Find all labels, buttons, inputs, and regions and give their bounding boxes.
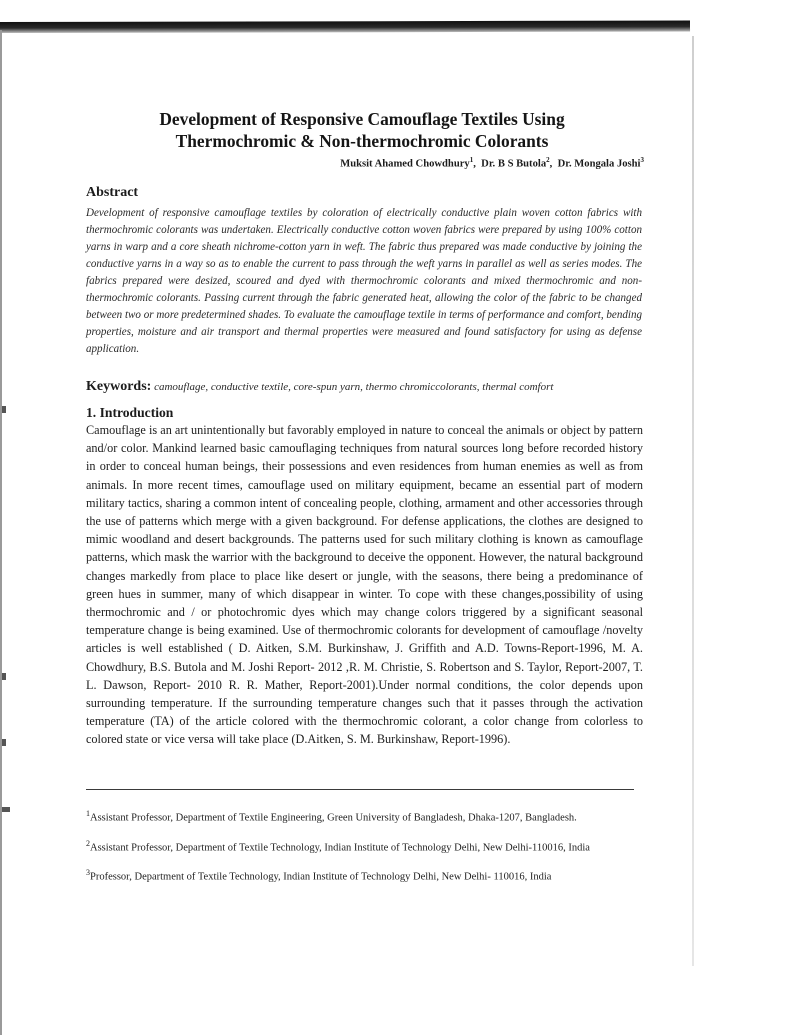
footnote-text: Professor, Department of Textile Technology, Indian Institute of Technology Delhi, New Delhi- 110016, India bbox=[90, 871, 552, 883]
footnote-mark: 2 bbox=[86, 838, 90, 848]
author-list: Muksit Ahamed Chowdhury$^1$, Dr. B S Butola$^2$, Dr. Mongala Joshi$^3$ bbox=[340, 156, 644, 170]
paper-title bbox=[88, 108, 636, 152]
keywords-label: Keywords: bbox=[86, 379, 152, 394]
author-affiliation-mark: 1 bbox=[469, 156, 474, 164]
keywords-line bbox=[86, 379, 646, 395]
footnote bbox=[86, 865, 646, 886]
author-name: Dr. B S Butola bbox=[481, 158, 547, 170]
footnote-mark: 1 bbox=[86, 809, 90, 818]
introduction-text: Camouflage is an art unintentionally but favorably employed in nature to conceal the animals or object by pattern and/or color. Mankind learned basic camouflaging techniques from natural sources long before recorded history in order to conceal human beings, their possessions and even residences from human enemies as well as from animals. In more recent times, camouflage used on military equipment, became an essential part of modern military tactics, sharing a common intent of concealing people, clothing, armament and other accessories through the use of patterns which merge with a given background. For defense applications, the clothes are designed to mimic woodland and desert backgrounds. The patterns used for such military clothing is known as camouflage patterns, which mask the warrior with the background to deceive the opponent. However, the natural background changes markedly from place to place like desert or jungle, with the seasons, there being a predominance of green hues in summer, many of which disappear in winter. To cope with these changes,possibility of using thermochromic and / or photochromic dyes which may change colors triggered by a significant seasonal temperature change is being examined. Use of thermochromic colorants for development of camouflage /novelty articles is well established ( D. Aitken, S.M. Burkinshaw, J. Griffith and A.D. Towns-Report-1996, M. A. Chowdhury, B.S. Butola and M. Joshi Report- 2012 ,R. M. Christie, S. Robertson and S. Taylor, Report-2007, T. L. Dawson, Report- 2010 R. R. Mather, Report-2001).Under normal conditions, the color depends upon surrounding temperature. If the surrounding temperature changes such that it passes through the activation temperature (TA) of the article colored with the thermochromic colorant, a color change from colorless to colored state or vice versa will take place (D.Aitken, S. M. Burkinshaw, Report-1996). bbox=[86, 423, 643, 747]
keywords-text: camouflage, conductive textile, core-spun yarn, thermo chromiccolorants, thermal comfort bbox=[154, 381, 554, 393]
footnote-text: Assistant Professor, Department of Textile Technology, Indian Institute of Technology Delhi, New Delhi-110016, India bbox=[90, 842, 590, 853]
abstract-heading: Abstract bbox=[86, 185, 139, 200]
footnotes bbox=[86, 806, 646, 895]
title-line-1: Development of Responsive Camouflage Textiles Using bbox=[159, 109, 565, 129]
footnote-divider bbox=[86, 789, 634, 790]
footnote bbox=[86, 836, 646, 857]
author-affiliation-mark: 3 bbox=[640, 156, 644, 164]
title-line-2: Thermochromic & Non-thermochromic Colorants bbox=[175, 131, 549, 151]
author-name: Muksit Ahamed Chowdhury bbox=[340, 158, 470, 170]
footnote-text: Assistant Professor, Department of Textile Engineering, Green University of Bangladesh, Dhaka-1207, Bangladesh. bbox=[90, 812, 577, 824]
footnote bbox=[86, 806, 646, 827]
footnote-mark: 3 bbox=[86, 868, 90, 877]
introduction-heading: 1. Introduction bbox=[86, 405, 174, 420]
author-name: Dr. Mongala Joshi bbox=[557, 158, 641, 170]
abstract-text: Development of responsive camouflage textiles by coloration of electrically conductive plain woven cotton fabrics with thermochromic colorants was undertaken. Electrically conductive cotton woven fabrics were prepared by using 100% cotton yarns in warp and a core sheath nichrome-cotton yarn in weft. The fabric thus prepared was made conductive by joining the conductive yarns in a way so as to enable the current to pass through the weft yarns in parallel as well as series modes. The fabrics prepared were desized, scoured and dyed with thermochromic colorants and mixed thermochromic and non-thermochromic colorants. Passing current through the fabric generated heat, allowing the color of the fabric to be changed between two or more predetermined shades. To evaluate the camouflage textile in terms of performance and comfort, bending properties, moisture and air transport and thermal properties were measured and found satisfactory for using as defense application. bbox=[86, 207, 642, 355]
author-affiliation-mark: 2 bbox=[546, 156, 550, 164]
